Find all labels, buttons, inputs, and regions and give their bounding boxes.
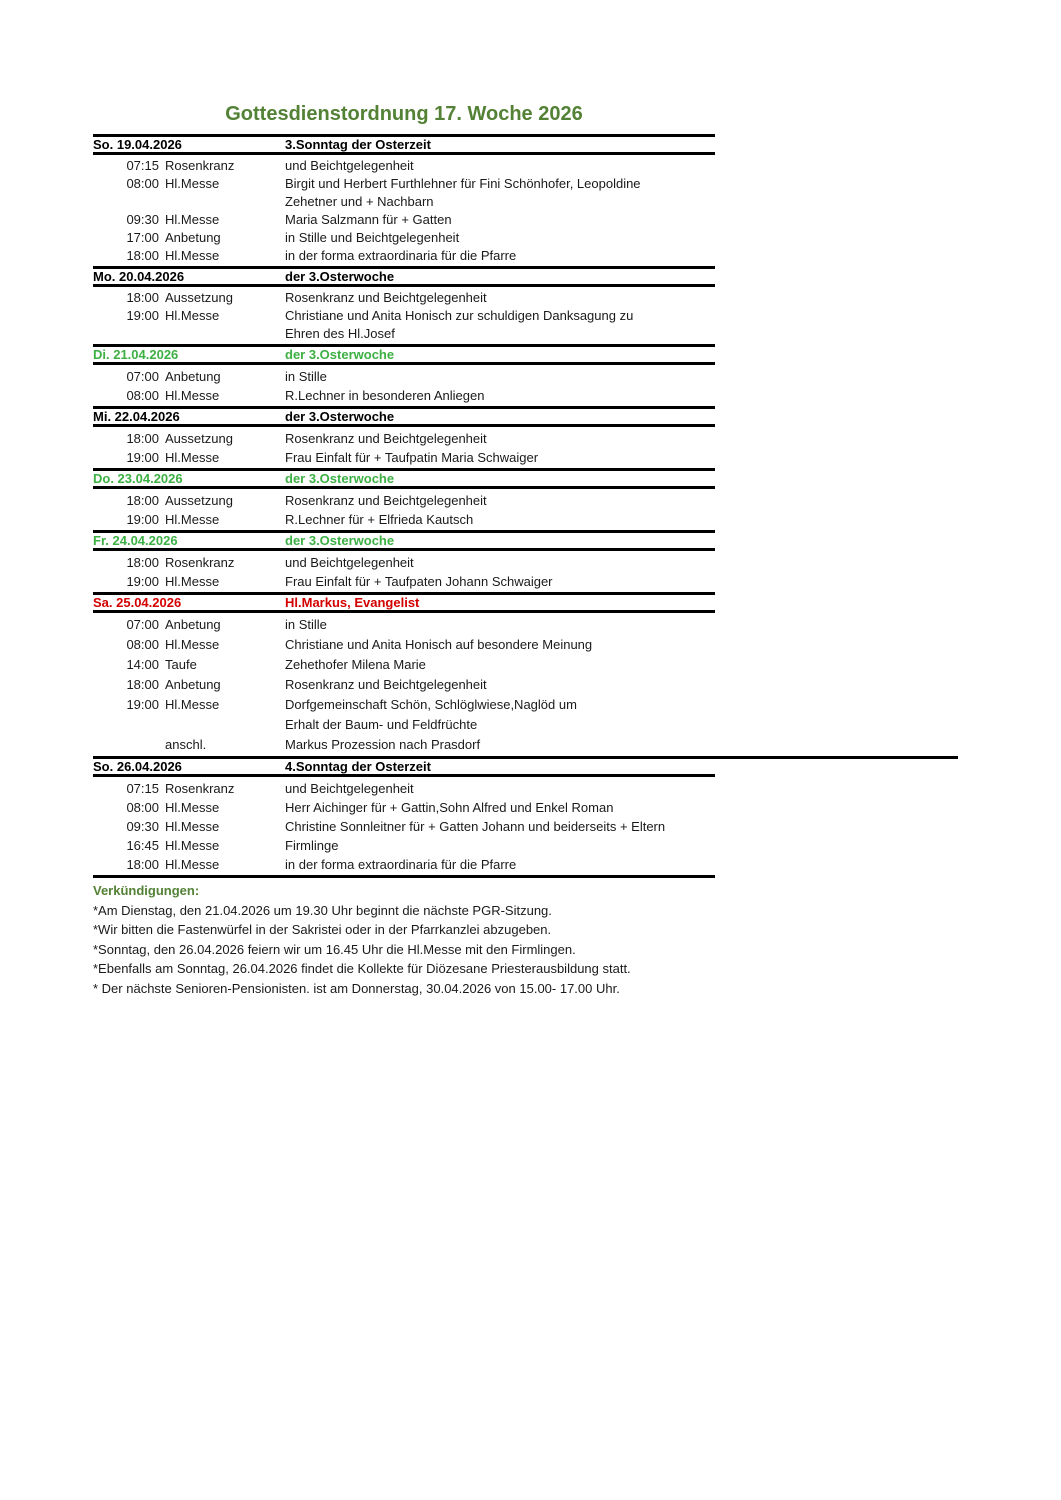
schedule-table bbox=[93, 134, 715, 878]
schedule-row bbox=[93, 211, 715, 229]
announcements-heading: Verkündigungen: bbox=[93, 883, 200, 898]
row-description: Rosenkranz und Beichtgelegenheit bbox=[285, 677, 487, 692]
section-date: Fr. 24.04.2026 bbox=[93, 533, 178, 548]
row-description: Markus Prozession nach Prasdorf bbox=[285, 737, 481, 752]
row-description: Erhalt der Baum- und Feldfrüchte bbox=[285, 717, 478, 732]
schedule-row bbox=[93, 367, 715, 386]
row-activity: Hl.Messe bbox=[165, 308, 220, 323]
section-header-row bbox=[93, 530, 715, 551]
section-date: Do. 23.04.2026 bbox=[93, 471, 183, 486]
row-time: 09:30 bbox=[126, 819, 159, 834]
schedule-row bbox=[93, 247, 715, 265]
row-time bbox=[93, 193, 159, 211]
row-description: Herr Aichinger für + Gattin,Sohn Alfred und Enkel Roman bbox=[285, 800, 614, 815]
schedule-row bbox=[93, 675, 715, 695]
row-description: R.Lechner für + Elfrieda Kautsch bbox=[285, 512, 474, 527]
row-activity bbox=[159, 325, 285, 343]
section-header-row bbox=[93, 134, 715, 155]
row-description: und Beichtgelegenheit bbox=[285, 555, 414, 570]
schedule-row bbox=[93, 836, 715, 855]
schedule-section bbox=[93, 134, 715, 266]
row-description: Christiane und Anita Honisch zur schuldigen Danksagung zu bbox=[285, 308, 634, 323]
row-activity: Hl.Messe bbox=[165, 450, 220, 465]
row-activity: Hl.Messe bbox=[165, 212, 220, 227]
schedule-row bbox=[93, 429, 715, 448]
section-date: Mo. 20.04.2026 bbox=[93, 269, 185, 284]
row-description: in Stille bbox=[285, 369, 327, 384]
schedule-section bbox=[93, 756, 715, 875]
row-time: 18:00 bbox=[126, 290, 159, 305]
row-time bbox=[93, 735, 159, 755]
row-time: 07:00 bbox=[126, 617, 159, 632]
schedule-row bbox=[93, 715, 715, 735]
row-activity: Rosenkranz bbox=[165, 555, 235, 570]
row-description: Frau Einfalt für + Taufpatin Maria Schwaiger bbox=[285, 450, 539, 465]
schedule-section bbox=[93, 530, 715, 592]
schedule-row bbox=[93, 307, 715, 325]
schedule-row bbox=[93, 193, 715, 211]
schedule-row bbox=[93, 615, 715, 635]
row-activity bbox=[159, 193, 285, 211]
row-description: Christiane und Anita Honisch auf besondere Meinung bbox=[285, 637, 593, 652]
announcement-list bbox=[93, 901, 743, 999]
schedule-section bbox=[93, 406, 715, 468]
row-description: in Stille bbox=[285, 617, 327, 632]
row-activity bbox=[159, 715, 285, 735]
section-body bbox=[93, 489, 715, 530]
row-time: 17:00 bbox=[126, 230, 159, 245]
row-time: 08:00 bbox=[126, 800, 159, 815]
row-description: in der forma extraordinaria für die Pfarre bbox=[285, 248, 517, 263]
section-heading: 3.Sonntag der Osterzeit bbox=[285, 137, 431, 152]
section-heading: der 3.Osterwoche bbox=[285, 471, 395, 486]
section-body bbox=[93, 551, 715, 592]
schedule-row bbox=[93, 325, 715, 343]
section-body bbox=[93, 365, 715, 406]
schedule-row bbox=[93, 572, 715, 591]
row-time: 18:00 bbox=[126, 677, 159, 692]
row-time bbox=[93, 325, 159, 343]
row-activity: Hl.Messe bbox=[165, 800, 220, 815]
schedule-row bbox=[93, 735, 715, 755]
schedule-section bbox=[93, 468, 715, 530]
schedule-row bbox=[93, 386, 715, 405]
section-body bbox=[93, 155, 715, 266]
schedule-section bbox=[93, 266, 715, 344]
schedule-row bbox=[93, 289, 715, 307]
row-description: Maria Salzmann für + Gatten bbox=[285, 212, 452, 227]
schedule-section bbox=[93, 592, 715, 756]
section-header-row bbox=[93, 406, 715, 427]
announcement-item: *Wir bitten die Fastenwürfel in der Sakristei oder in der Pfarrkanzlei abzugeben. bbox=[93, 922, 552, 937]
schedule-section bbox=[93, 344, 715, 406]
schedule-row bbox=[93, 779, 715, 798]
section-header-row bbox=[93, 468, 715, 489]
section-heading: der 3.Osterwoche bbox=[285, 409, 395, 424]
row-time: 18:00 bbox=[126, 431, 159, 446]
section-body bbox=[93, 287, 715, 344]
section-heading: der 3.Osterwoche bbox=[285, 347, 395, 362]
row-description: Zehetner und + Nachbarn bbox=[285, 194, 434, 209]
row-time: 19:00 bbox=[126, 574, 159, 589]
row-time: 19:00 bbox=[126, 308, 159, 323]
announcements-block bbox=[93, 881, 743, 998]
schedule-row bbox=[93, 855, 715, 874]
announcement-item: *Ebenfalls am Sonntag, 26.04.2026 findet die Kollekte für Diözesane Priesterausbildung statt. bbox=[93, 961, 631, 976]
schedule-row bbox=[93, 157, 715, 175]
row-time: 19:00 bbox=[126, 450, 159, 465]
row-description: Rosenkranz und Beichtgelegenheit bbox=[285, 431, 487, 446]
schedule-row bbox=[93, 798, 715, 817]
row-description: Zehethofer Milena Marie bbox=[285, 657, 426, 672]
row-description: Rosenkranz und Beichtgelegenheit bbox=[285, 493, 487, 508]
schedule-row bbox=[93, 175, 715, 193]
row-description: und Beichtgelegenheit bbox=[285, 781, 414, 796]
row-activity: Hl.Messe bbox=[165, 838, 220, 853]
row-activity: Anbetung bbox=[165, 677, 221, 692]
document-content bbox=[93, 102, 715, 998]
row-activity: Anbetung bbox=[165, 230, 221, 245]
row-activity: Aussetzung bbox=[165, 493, 233, 508]
schedule-row bbox=[93, 695, 715, 715]
section-date: So. 19.04.2026 bbox=[93, 137, 182, 152]
section-heading: 4.Sonntag der Osterzeit bbox=[285, 759, 431, 774]
row-activity: Hl.Messe bbox=[165, 637, 220, 652]
section-date: So. 26.04.2026 bbox=[93, 759, 182, 774]
row-time: 08:00 bbox=[126, 388, 159, 403]
row-time bbox=[93, 715, 159, 735]
row-time: 19:00 bbox=[126, 697, 159, 712]
row-description: R.Lechner in besonderen Anliegen bbox=[285, 388, 485, 403]
schedule-row bbox=[93, 510, 715, 529]
schedule-row bbox=[93, 817, 715, 836]
row-activity: Rosenkranz bbox=[165, 158, 235, 173]
row-description: Rosenkranz und Beichtgelegenheit bbox=[285, 290, 487, 305]
row-description: Birgit und Herbert Furthlehner für Fini Schönhofer, Leopoldine bbox=[285, 176, 641, 191]
row-description: in der forma extraordinaria für die Pfarre bbox=[285, 857, 517, 872]
row-activity: Hl.Messe bbox=[165, 819, 220, 834]
row-time: 18:00 bbox=[126, 555, 159, 570]
schedule-row bbox=[93, 491, 715, 510]
row-time: 09:30 bbox=[126, 212, 159, 227]
row-description: Firmlinge bbox=[285, 838, 339, 853]
row-activity: Hl.Messe bbox=[165, 388, 220, 403]
section-header-row bbox=[93, 592, 715, 613]
row-activity: Hl.Messe bbox=[165, 176, 220, 191]
row-time: 08:00 bbox=[126, 637, 159, 652]
announcement-item: *Am Dienstag, den 21.04.2026 um 19.30 Uhr beginnt die nächste PGR-Sitzung. bbox=[93, 902, 552, 918]
row-time: 07:00 bbox=[126, 369, 159, 384]
row-description: Christine Sonnleitner für + Gatten Johann und beiderseits + Eltern bbox=[285, 819, 666, 834]
row-time: 18:00 bbox=[126, 857, 159, 872]
schedule-row bbox=[93, 655, 715, 675]
page-title: Gottesdienstordnung 17. Woche 2026 bbox=[225, 103, 583, 125]
schedule-row bbox=[93, 553, 715, 572]
section-body bbox=[93, 427, 715, 468]
row-description: in Stille und Beichtgelegenheit bbox=[285, 230, 460, 245]
schedule-row bbox=[93, 448, 715, 467]
row-description: Dorfgemeinschaft Schön, Schlöglwiese,Naglöd um bbox=[285, 697, 577, 712]
row-activity: Anbetung bbox=[165, 617, 221, 632]
row-time: 18:00 bbox=[126, 248, 159, 263]
row-description: Frau Einfalt für + Taufpaten Johann Schwaiger bbox=[285, 574, 553, 589]
row-activity: Hl.Messe bbox=[165, 574, 220, 589]
row-activity: Hl.Messe bbox=[165, 857, 220, 872]
row-activity: Anbetung bbox=[165, 369, 221, 384]
section-date: Di. 21.04.2026 bbox=[93, 347, 179, 362]
section-header-row bbox=[93, 344, 715, 365]
section-date: Sa. 25.04.2026 bbox=[93, 595, 182, 610]
row-activity: Hl.Messe bbox=[165, 697, 220, 712]
section-header-row bbox=[93, 266, 715, 287]
row-activity: Taufe bbox=[165, 657, 197, 672]
row-activity: Aussetzung bbox=[165, 290, 233, 305]
row-time: 14:00 bbox=[126, 657, 159, 672]
row-description: Ehren des Hl.Josef bbox=[285, 326, 395, 341]
row-activity: Hl.Messe bbox=[165, 248, 220, 263]
row-time: 16:45 bbox=[126, 838, 159, 853]
row-time: 07:15 bbox=[126, 781, 159, 796]
announcement-item: * Der nächste Senioren-Pensionisten. ist am Donnerstag, 30.04.2026 von 15.00- 17.00 Uhr. bbox=[93, 980, 620, 996]
row-time: 07:15 bbox=[126, 158, 159, 173]
section-body bbox=[93, 777, 715, 875]
schedule-row bbox=[93, 229, 715, 247]
section-date: Mi. 22.04.2026 bbox=[93, 409, 180, 424]
section-heading: der 3.Osterwoche bbox=[285, 269, 395, 284]
schedule-row bbox=[93, 635, 715, 655]
row-time: 18:00 bbox=[126, 493, 159, 508]
row-activity: Rosenkranz bbox=[165, 781, 235, 796]
section-header-row bbox=[93, 756, 715, 777]
row-activity: anschl. bbox=[165, 737, 207, 752]
row-activity: Hl.Messe bbox=[165, 512, 220, 527]
row-activity: Aussetzung bbox=[165, 431, 233, 446]
section-body bbox=[93, 613, 715, 756]
section-heading: Hl.Markus, Evangelist bbox=[285, 595, 420, 610]
announcement-item: *Sonntag, den 26.04.2026 feiern wir um 16.45 Uhr die Hl.Messe mit den Firmlingen. bbox=[93, 941, 576, 957]
row-time: 19:00 bbox=[126, 512, 159, 527]
section-heading: der 3.Osterwoche bbox=[285, 533, 395, 548]
row-time: 08:00 bbox=[126, 176, 159, 191]
row-description: und Beichtgelegenheit bbox=[285, 158, 414, 173]
